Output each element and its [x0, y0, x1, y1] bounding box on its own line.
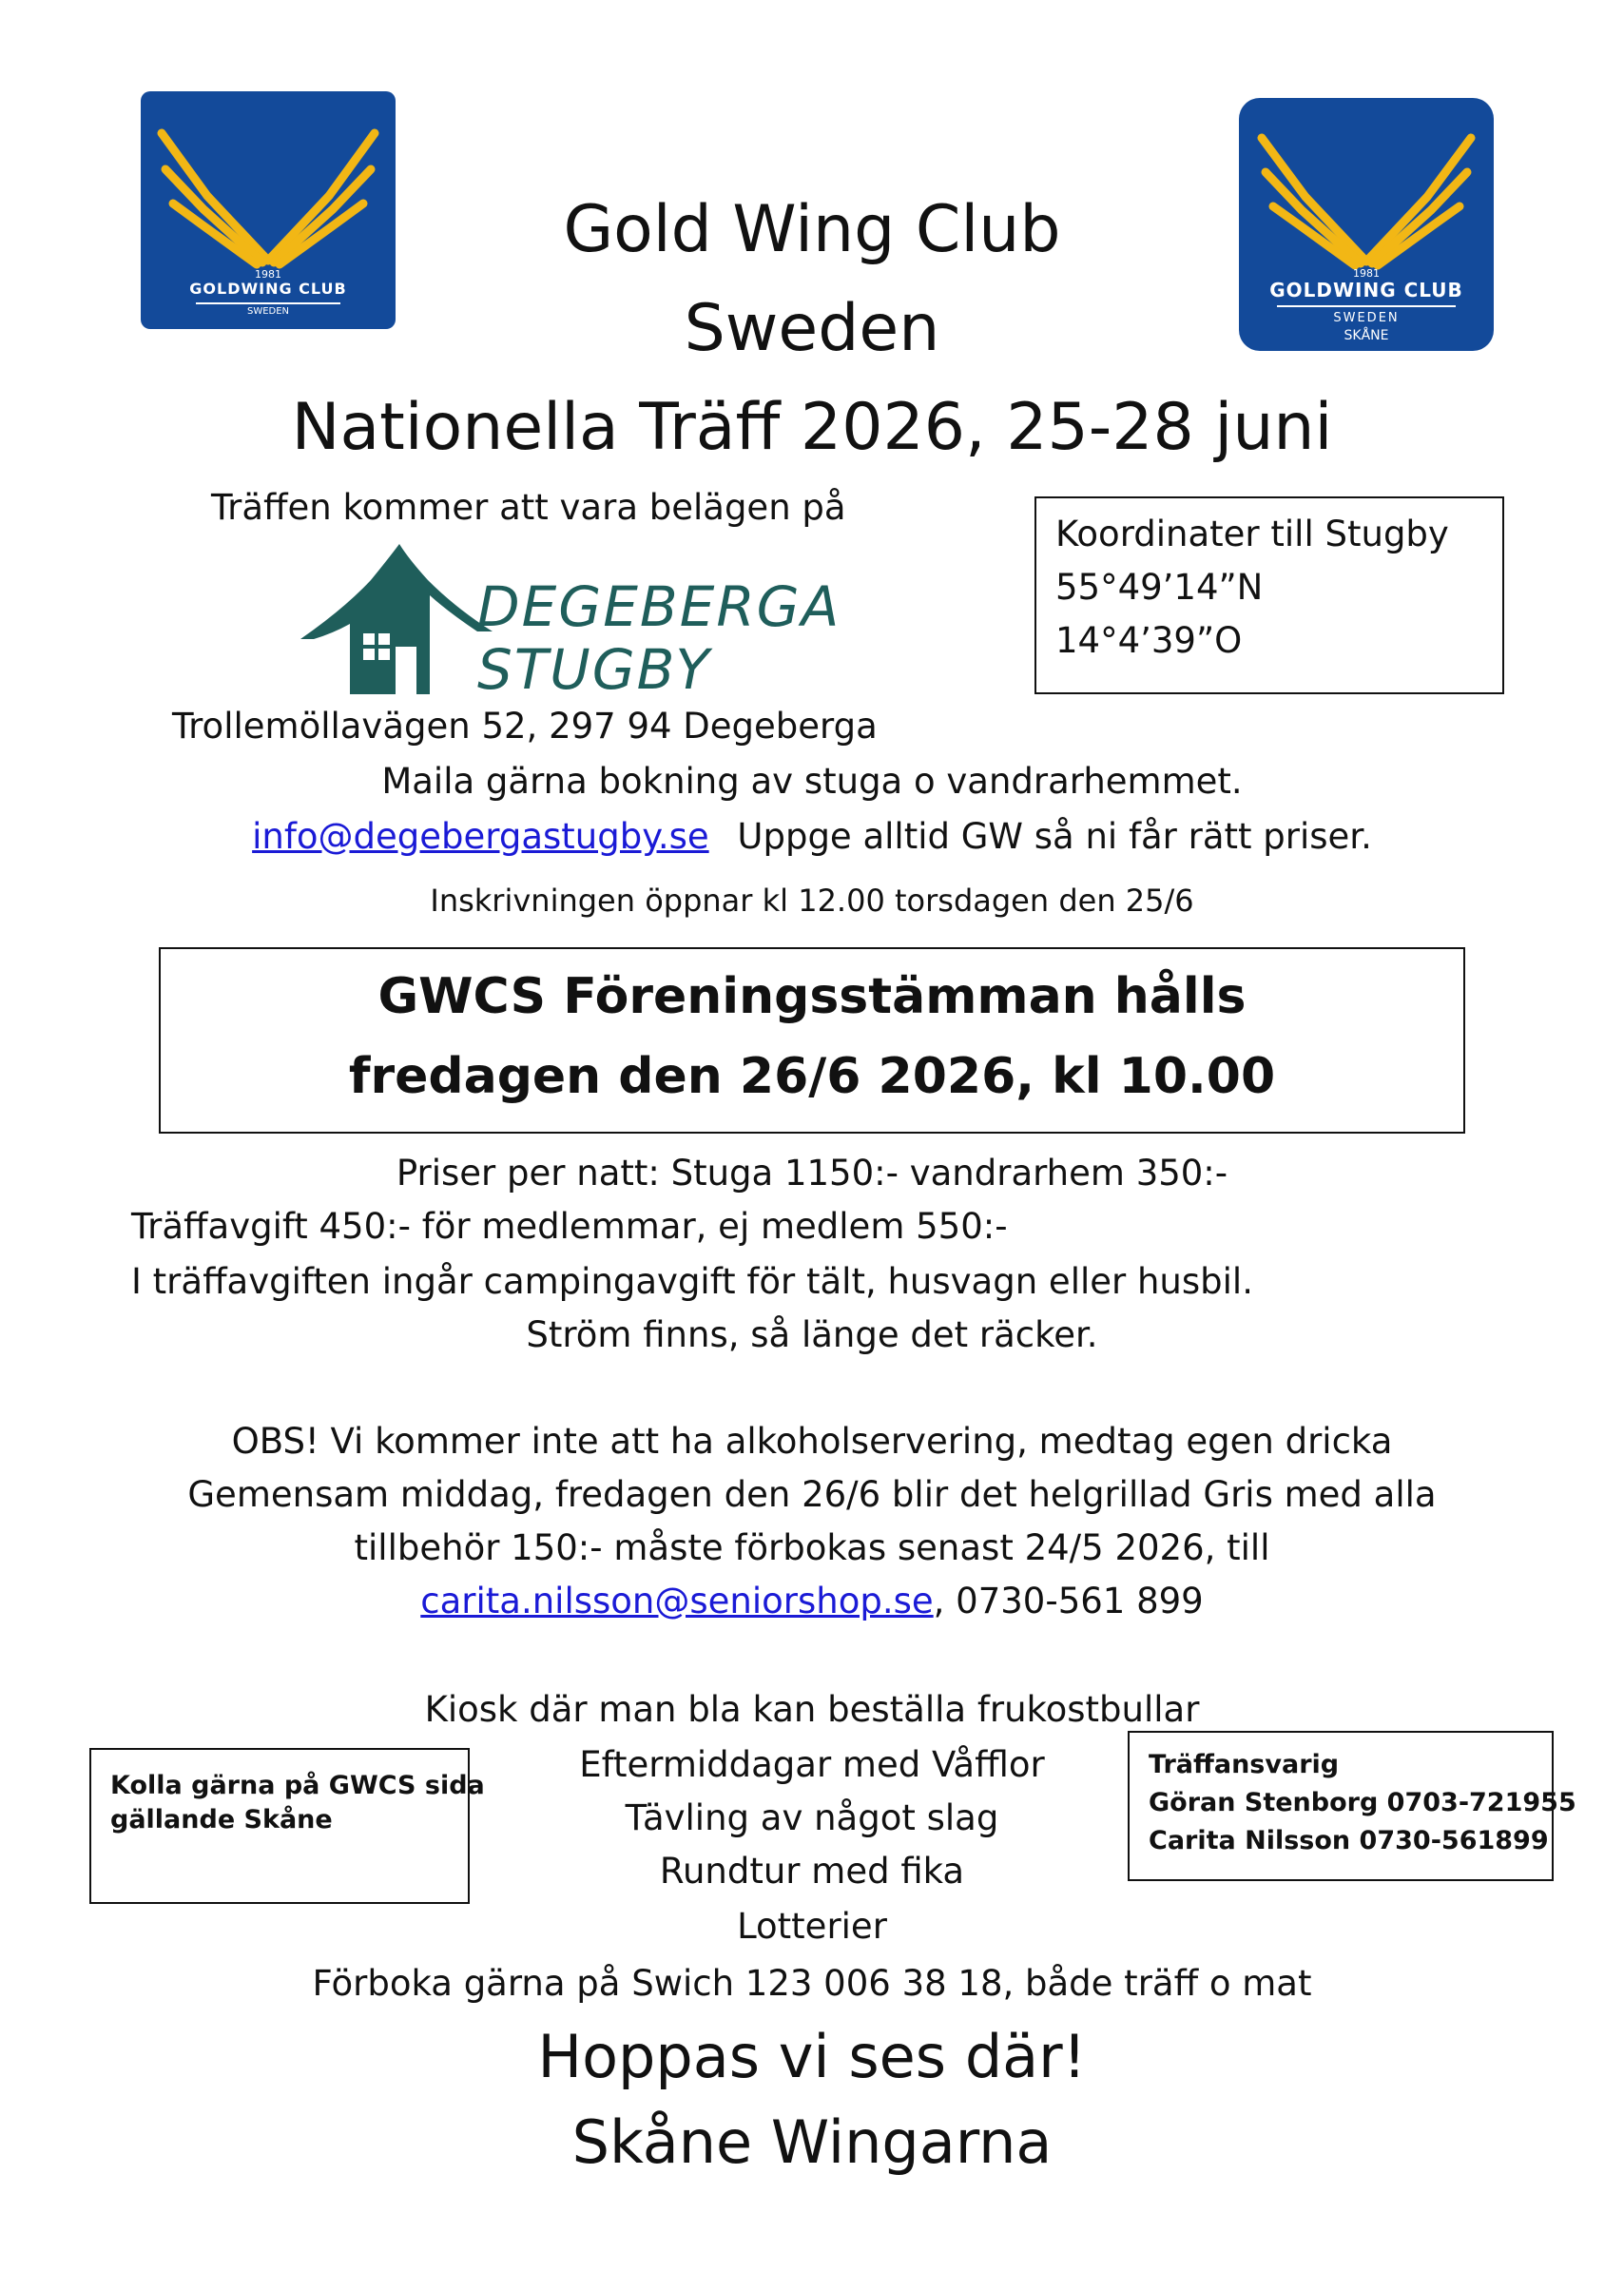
activity-item: Kiosk där man bla kan beställa frukostbullar	[424, 1689, 1200, 1730]
email-note: Uppge alltid GW så ni får rätt priser.	[737, 816, 1372, 857]
side-left-line2: gällande Skåne	[110, 1805, 333, 1835]
dinner-line2: tillbehör 150:- måste förbokas senast 24/5 2026, till	[354, 1527, 1270, 1568]
closing-line1: Hoppas vi ses där!	[537, 2022, 1087, 2091]
venue-logo-line1: DEGEBERGA	[477, 574, 841, 639]
organizer-contact-box	[1128, 1731, 1576, 1881]
prices-fee: Träffavgift 450:- för medlemmar, ej medlem 550:-	[131, 1206, 1008, 1247]
organizer-contact-1: Göran Stenborg 0703-721955	[1149, 1788, 1576, 1817]
venue-address: Trollemöllavägen 52, 297 94 Degeberga	[172, 706, 878, 747]
contact-phone: , 0730-561 899	[933, 1581, 1204, 1621]
degeberga-stugby-logo	[297, 542, 867, 704]
dinner-line1: Gemensam middag, fredagen den 26/6 blir det helgrillad Gris med alla	[187, 1474, 1437, 1515]
contact-email-link[interactable]: carita.nilsson@seniorshop.se	[420, 1581, 934, 1621]
logo-year: 1981	[1353, 267, 1380, 280]
activity-item: Rundtur med fika	[659, 1851, 965, 1892]
closing-line2: Skåne Wingarna	[571, 2107, 1053, 2177]
checkin-info: Inskrivningen öppnar kl 12.00 torsdagen den 25/6	[430, 883, 1194, 919]
venue-email-link[interactable]: info@degebergastugby.se	[252, 816, 709, 857]
meeting-line1: GWCS Föreningsstämman hålls	[377, 968, 1247, 1025]
email-line	[0, 816, 1624, 857]
organizer-title: Träffansvarig	[1149, 1750, 1340, 1779]
coordinates-lat: 55°49’14”N	[1055, 567, 1264, 608]
title-club: Gold Wing Club	[563, 192, 1061, 267]
coordinates-box	[1034, 496, 1504, 694]
coordinates-title: Koordinater till Stugby	[1055, 514, 1449, 554]
title-country: Sweden	[684, 291, 940, 366]
logo-year: 1981	[255, 268, 281, 281]
side-left-line1: Kolla gärna på GWCS sida	[110, 1771, 485, 1800]
coordinates-lon: 14°4’39”O	[1055, 620, 1243, 661]
venue-intro: Träffen kommer att vara belägen på	[211, 487, 846, 528]
organizer-contact-2: Carita Nilsson 0730-561899	[1149, 1826, 1549, 1855]
logo-country: SWEDEN	[246, 306, 290, 317]
gwcs-page-note-box	[89, 1748, 485, 1904]
meeting-line2: fredagen den 26/6 2026, kl 10.00	[348, 1048, 1276, 1105]
logo-club-name: GOLDWING CLUB	[189, 280, 347, 298]
activity-item: Tävling av något slag	[625, 1797, 999, 1838]
title-event: Nationella Träff 2026, 25-28 juni	[291, 390, 1333, 465]
prices-camping: I träffavgiften ingår campingavgift för tält, husvagn eller husbil.	[131, 1261, 1253, 1302]
swish-note: Förboka gärna på Swich 123 006 38 18, både träff o mat	[312, 1963, 1312, 2004]
meeting-box	[159, 947, 1465, 1134]
contact-line	[0, 1581, 1624, 1621]
house-icon	[297, 542, 496, 704]
obs-note: OBS! Vi kommer inte att ha alkoholservering, medtag egen dricka	[231, 1421, 1393, 1462]
activity-item: Eftermiddagar med Våfflor	[579, 1744, 1045, 1785]
venue-logo-line2: STUGBY	[477, 637, 711, 702]
logo-country: SWEDEN	[1333, 311, 1400, 325]
activity-item: Lotterier	[737, 1906, 887, 1947]
prices-power: Ström finns, så länge det räcker.	[526, 1314, 1098, 1355]
prices-per-night: Priser per natt: Stuga 1150:- vandrarhem 350:-	[396, 1153, 1228, 1194]
booking-note: Maila gärna bokning av stuga o vandrarhemmet.	[381, 761, 1243, 802]
logo-club-name: GOLDWING CLUB	[1269, 279, 1463, 301]
logo-region: SKÅNE	[1344, 328, 1389, 343]
